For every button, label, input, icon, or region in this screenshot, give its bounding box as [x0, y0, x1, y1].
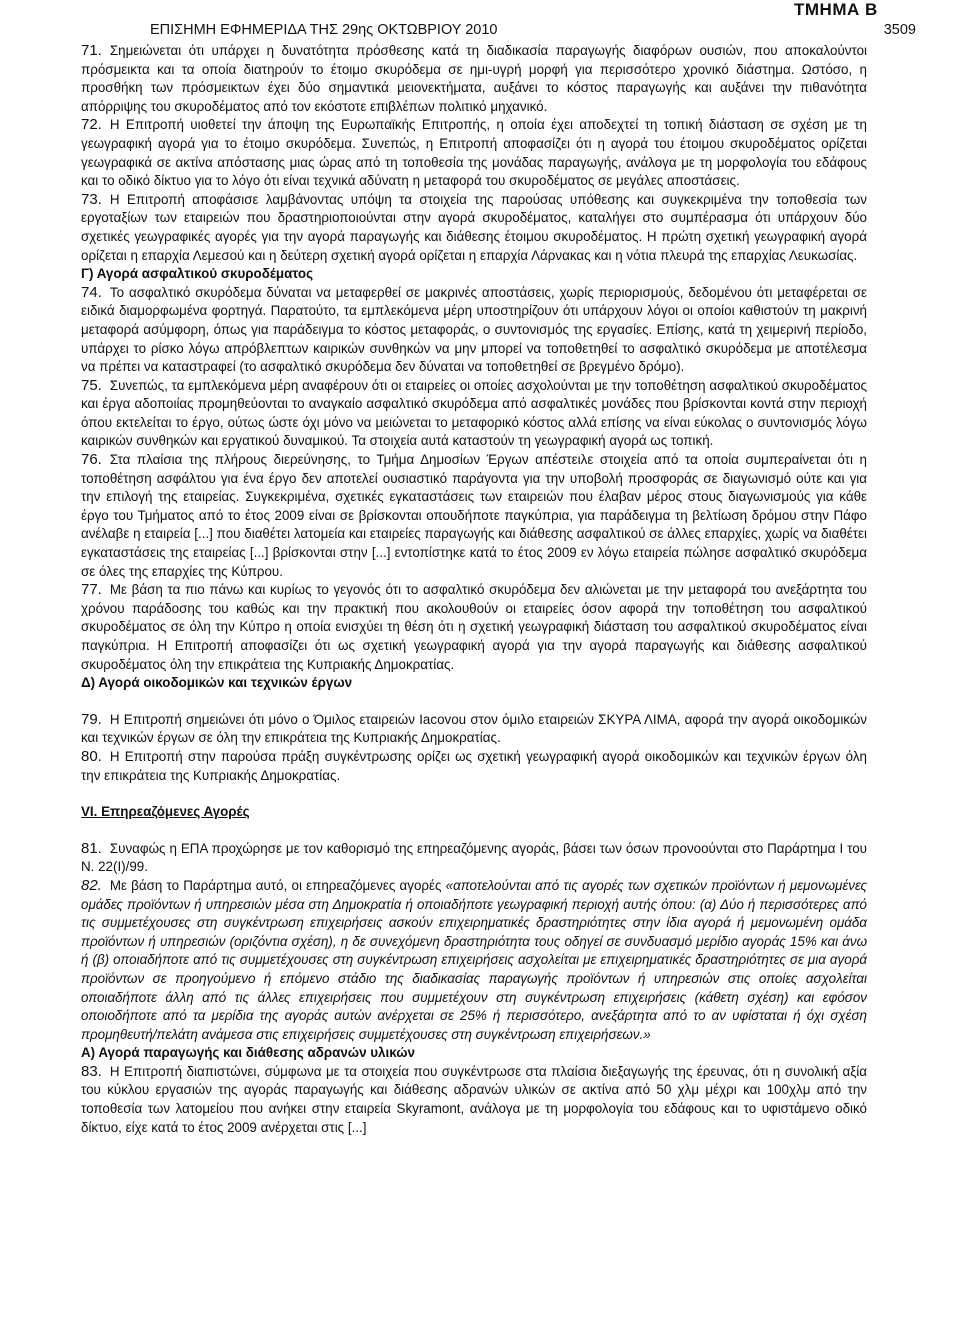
paragraph-text: Το ασφαλτικό σκυρόδεμα δύναται να μεταφερθεί σε μακρινές αποστάσεις, χωρίς περιορισμούς, δεδομένου ότι μεταφέρεται σε ειδικά διαμορφωμένα φορτηγά. Παρατούτο, τα εμπλεκόμενα μέρη υποστηρίζουν ότι υπάρχουν λόγοι οι οποίοι καθιστούν τη μακρινή μεταφορά ασύμφορη, όπως για παράδειγμα το κόστος μεταφοράς, ο συντονισμός της εργασίες. Επίσης, κατά τη χειμερινή περίοδο, υπάρχει το ρίσκο λόγω απρόβλεπτων καιρικών συνθηκών να μην μπορεί να τοποθετηθεί το ασφαλτικό σκυρόδεμα με αποτέλεσμα να πρέπει να καταστραφεί (το ασφαλτικό σκυρόδεμα δεν δύναται να τοποθετηθεί σε βρεγμένο δρόμο). [81, 284, 867, 375]
paragraph-number: 72. [81, 116, 102, 134]
paragraph-text: Η Επιτροπή διαπιστώνει, σύμφωνα με τα στοιχεία που συγκέντρωσε στα πλαίσια διεξαγωγής της έρευνας, ότι η συνολική αξία του κύκλου εργασιών της αγοράς παραγωγής και διάθεσης αδρανών υλικών σε ακτίνα από 50 χλμ μέχρι και 100χλμ από την τοποθεσία των λατομείου που ανήκει στην εταιρεία Skyramont, ανάλογα με τη μορφολογία του εδάφους και το υφιστάμενο οδικό δίκτυο, είχε κατά το έτος 2009 ανέρχεται στις [...] [81, 1063, 867, 1135]
paragraph-75 [81, 377, 867, 451]
page-number: 3509 [883, 22, 916, 38]
paragraph-text: Η Επιτροπή αποφάσισε λαμβάνοντας υπόψη τα στοιχεία της παρούσας υπόθεσης και συγκεκριμένα την τοποθεσία των εργοταξίων των εταιρειών που δραστηριοποιούνται στην αγορά σκυροδέματος, καταλήγει στο συμπέρασμα ότι υπάρχουν δύο σχετικές γεωγραφικές αγορές για την αγορά παραγωγής και διάθεσης έτοιμου σκυροδέματος. Η πρώτη σχετική γεωγραφική αγορά ορίζεται η επαρχία Λεμεσού και η δεύτερη σχετική αγορά ορίζεται η επαρχία Λάρνακας και η νότια πλευρά της επαρχίας Λευκωσίας. [81, 191, 867, 263]
paragraph-81 [81, 840, 867, 877]
paragraph-72 [81, 116, 867, 190]
section-tag: ΤΜΗΜΑ Β [794, 0, 878, 19]
spacer [81, 822, 867, 840]
paragraph-text: Συνεπώς, τα εμπλεκόμενα μέρη αναφέρουν ότι οι εταιρείες οι οποίες ασχολούνται με την τοποθέτηση ασφαλτικού σκυροδέματος και έργα αδοποιίας προμηθεύονται το αναγκαίο ασφαλτικό σκυρόδεμα από ασφαλτικές μονάδες που βρίσκονται κοντά στην περιοχή όπου εκτελείται το έργο, ούτως ώστε όχι μόνο να μειώνεται το μεταφορικό κόστος αλλά επίσης να είναι εύκολας ο συντονισμός λόγω καιρικών συνθηκών και εργατικού δυναμικού. Τα στοιχεία αυτά καταστούν τη γεωγραφική αγορά ως τοπική. [81, 377, 867, 449]
paragraph-text: Η Επιτροπή σημειώνει ότι μόνο ο Όμιλος εταιρειών Iacovou στον όμιλο εταιρειών ΣΚΥΡΑ ΛΙΜΑ, αφορά την αγορά οικοδομικών και τεχνικών έργων σε όλη την επικράτεια της Κυπριακής Δημοκρατίας. [81, 711, 867, 746]
paragraph-number: 73. [81, 190, 102, 208]
paragraph-text: Η Επιτροπή στην παρούσα πράξη συγκέντρωσης ορίζει ως σχετική γεωγραφική αγορά οικοδομικών και τεχνικών έργων όλη την επικράτεια της Κυπριακής Δημοκρατίας. [81, 748, 867, 783]
subheading-d: Δ) Αγορά οικοδομικών και τεχνικών έργων [81, 675, 353, 691]
paragraph-lead: Με βάση το Παράρτημα αυτό, οι επηρεαζόμενες αγορές [109, 877, 446, 893]
paragraph-text: Στα πλαίσια της πλήρους διερεύνησης, το Τμήμα Δημοσίων Έργων απέστειλε στοιχεία από τα οποία συμπεραίνεται ότι η τοποθέτηση ασφάλτου για ένα έργο δεν αποτελεί ουσιαστικό παράγοντα για την υποβολή προσφοράς σε διαγωνισμό ούτε και για την επιλογή της εταιρείας. Συγκεκριμένα, σχετικές εγκαταστάσεις των εταιρειών που έλαβαν μέρος στους διαγωνισμούς για κάθε έργο του Τμήματος από το έτος 2009 είναι σε βρίσκονται οπουδήποτε παγκύπρια, για παράδειγμα τη βελτίωση δρόμου στην Πάφο ανέλαβε η εταιρεία [...] που διαθέτει λατομεία και εταιρείες παραγωγής και διάθεσης ασφαλτικού σε άλλες επαρχίες, χωρίς να διαθέτει εγκαταστάσεις της εταιρείας [...] βρίσκονται στην [...] εντοπίστηκε κατά το έτος 2009 εν λόγω εταιρεία πώλησε ασφαλτικό σκυρόδεμα σε όλες της επαρχίες της Κύπρου. [81, 452, 867, 579]
paragraph-number: 76. [81, 451, 102, 469]
subheading-a: Α) Αγορά παραγωγής και διάθεσης αδρανών υλικών [81, 1045, 416, 1061]
paragraph-number: 77. [81, 581, 102, 599]
annex-quote: «αποτελούνται από τις αγορές των σχετικών προϊόντων ή μεμονωμένες ομάδες προϊόντων ή υπηρεσιών μέσα στη Δημοκρατία ή οποιαδήποτε γεωγραφική περιοχή αυτής όπου: (α) Δύο ή περισσότερες από τις συμμετέχουσες στη συγκέντρωση επιχειρήσεις ασκούν επιχειρηματικές δραστηριότητες στην ίδια αγορά ή μεμονωμένη ομάδα προϊόντων ή υπηρεσιών (οριζόντια σχέση), η δε συνεχόμενη δραστηριότητα τους οδηγεί σε συνδυασμό μερίδιο αγοράς 15% και άνω ή (β) οποιαδήποτε από τις συμμετέχουσες στη συγκέντρωση επιχειρήσεις ασχολείται με επιχειρηματικές δραστηριότητες σε μια αγορά προϊόντων σε προηγούμενο ή επόμενο στάδιο της διαδικασίας παραγωγής προϊόντων ή υπηρεσιών στις οποίες ασχολείται οποιαδήποτε άλλη από τις άλλες επιχειρήσεις που συμμετέχουν στη συγκέντρωση επιχειρήσεις (κάθετη σχέση) και εφόσον οποιοδήποτε από τα μερίδια της αγοράς αυτών ανέρχεται σε 25% ή περισσότερο, ανεξάρτητα από το αν υφίσταται ή όχι σχέση προμηθευτή/πελάτη ανάμεσα στις επιχειρήσεις συμμετέχουσες στη συγκέντρωση επιχειρήσεων.» [81, 877, 867, 1042]
paragraph-number: 79. [81, 710, 102, 728]
paragraph-71 [81, 42, 867, 116]
spacer [81, 693, 867, 711]
paragraph-number: 83. [81, 1062, 102, 1080]
paragraph-text: Σημειώνεται ότι υπάρχει η δυνατότητα πρόσθεσης κατά τη διαδικασία παραγωγής διαφόρων ουσιών, που αποκαλούντοι πρόσμεικτα και τα οποία διατηρούν το έτοιμο σκυρόδεμα σε ημι-υγρή μορφή για περισσότερο χρονικό διάστημα. Ωστόσο, η προσθήκη των πρόσμεικτων έχει δύο σημαντικά μειονεκτήματα, αυξάνει το κόστος παραγωγής και αυξάνει την πιθανότητα απόρριψης του σκυροδέματος από τον εκόστοτε επιβλέπων πολιτικό μηχανικό. [81, 43, 867, 114]
document-body [81, 42, 867, 1137]
paragraph-74 [81, 284, 867, 377]
paragraph-number: 75. [81, 376, 102, 394]
subheading-g: Γ) Αγορά ασφαλτικού σκυροδέματος [81, 266, 314, 282]
spacer [81, 785, 867, 803]
section-vi-heading: VI. Επηρεαζόμενες Αγορές [81, 804, 250, 820]
paragraph-number: 82. [81, 876, 102, 894]
paragraph-text: Συναφώς η ΕΠΑ προχώρησε με τον καθορισμό της επηρεαζόμενης αγοράς, βάσει των όσων προνοούνται στο Παράρτημα I του Ν. 22(I)/99. [81, 840, 867, 875]
paragraph-number: 80. [81, 747, 102, 765]
paragraph-80 [81, 748, 867, 785]
gazette-title: ΕΠΙΣΗΜΗ ΕΦΗΜΕΡΙΔΑ ΤΗΣ 29ης ΟΚΤΩΒΡΙΟΥ 2010 [150, 22, 498, 38]
paragraph-number: 71. [81, 42, 102, 59]
paragraph-76 [81, 451, 867, 581]
paragraph-text: Η Επιτροπή υιοθετεί την άποψη της Ευρωπαϊκής Επιτροπής, η οποία έχει αποδεχτεί τη τοπική διάσταση σε σχέση με τη γεωγραφική αγορά για το έτοιμο σκυρόδεμα. Συνεπώς, η Επιτροπή αποφασίζει ότι η αγορά του έτοιμου σκυροδέματος ορίζεται γεωγραφικά σε ακτίνα απόστασης μιας ώρας από τη τοποθεσία της μονάδας παραγωγής, ανάλογα με τη μορφολογία του εδάφους και το οδικό δίκτυο για το λόγο ότι είναι τεχνικά αδύνατη η μεταφορά του σκυροδέματος σε μεγάλες αποστάσεις. [81, 117, 867, 189]
paragraph-number: 81. [81, 839, 102, 857]
paragraph-77 [81, 581, 867, 674]
paragraph-83 [81, 1063, 867, 1137]
paragraph-73 [81, 191, 867, 265]
paragraph-82 [81, 877, 867, 1044]
paragraph-79 [81, 711, 867, 748]
paragraph-text: Με βάση τα πιο πάνω και κυρίως το γεγονός ότι το ασφαλτικό σκυρόδεμα δεν αλιώνεται με την μεταφορά του ανεξάρτητα του χρόνου παράδοσης του καθώς και την πρακτική που ακολουθούν οι εταιρείες όσον αφορά την τοποθέτηση του ασφαλτικού σκυροδέματος σε όλη την Κύπρο η οποία ενισχύει τη θέση ότι η σχετική γεωγραφική διάσταση του ασφαλτικού σκυροδέματος είναι παγκύπρια. Η Επιτροπή αποφασίζει ότι ως σχετική γεωγραφική αγορά για την αγορά παραγωγής και διάθεσης ασφαλτικού σκυροδέματος όλη την επικράτεια της Κυπριακής Δημοκρατίας. [81, 582, 867, 672]
paragraph-number: 74. [81, 283, 102, 301]
